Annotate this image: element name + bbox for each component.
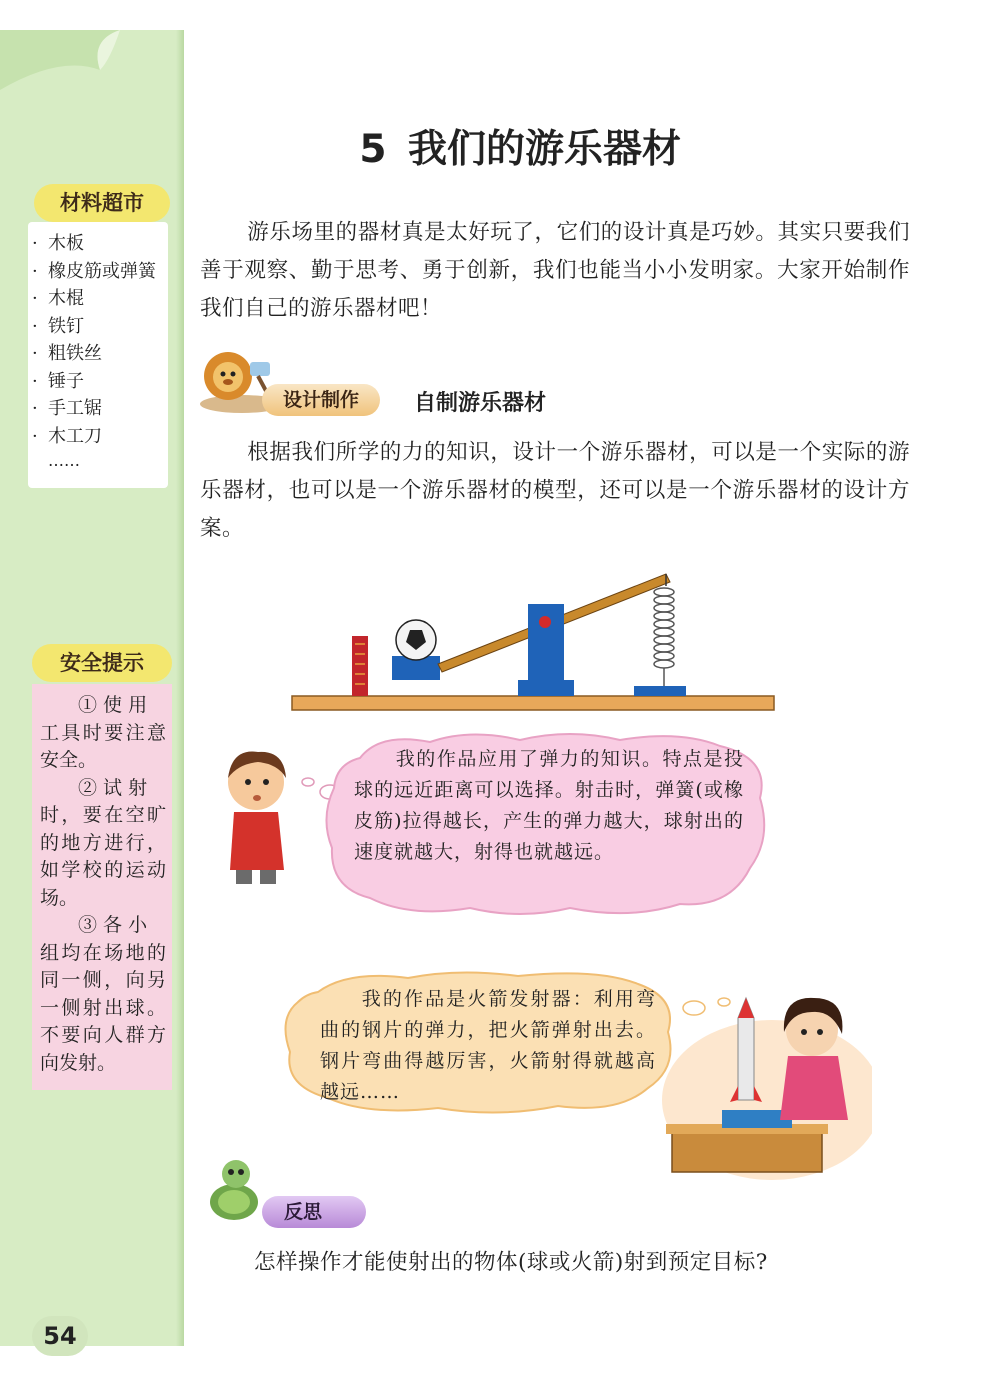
safety-tip-3: ③ 各 小 组均在场地的同一侧，向另一侧射出球。不要向人群方向发射。 bbox=[40, 914, 166, 1074]
list-item: · 锤子 bbox=[32, 370, 84, 392]
list-item: · 铁钉 bbox=[32, 315, 84, 337]
section-heading: 自制游乐器材 bbox=[414, 391, 547, 416]
intro-paragraph: 游乐场里的器材真是太好玩了，它们的设计真是巧妙。其实只要我们善于观察、勤于思考、勇于创新，我们也能当小小发明家。大家开始制作我们自己的游乐器材吧！ bbox=[200, 220, 910, 321]
page-number: 54 bbox=[32, 1316, 88, 1356]
materials-list bbox=[28, 222, 168, 488]
safety-tip-1: ① 使 用 工具时要注意安全。 bbox=[40, 694, 166, 771]
page-title: 5 我们的游乐器材 bbox=[359, 127, 682, 172]
safety-tip-2: ② 试 射 时，要在空旷的地方进行，如学校的运动场。 bbox=[40, 776, 166, 909]
design-section-label: 设计制作 bbox=[262, 384, 380, 416]
page-curl-icon bbox=[0, 0, 130, 100]
list-item: · 粗铁丝 bbox=[32, 343, 102, 364]
spring-launcher-illustration bbox=[280, 560, 790, 720]
safety-tips bbox=[32, 684, 172, 1090]
design-paragraph: 根据我们所学的力的知识，设计一个游乐器材，可以是一个实际的游乐器材，也可以是一个游乐器材的模型，还可以是一个游乐器材的设计方案。 bbox=[200, 440, 910, 541]
list-item: · 橡皮筋或弹簧 bbox=[32, 260, 156, 282]
turtle-mascot-icon bbox=[204, 1156, 264, 1226]
list-item: · 木棍 bbox=[32, 288, 84, 309]
reflect-section-label: 反思 bbox=[262, 1196, 366, 1228]
list-item: · 手工锯 bbox=[32, 398, 102, 419]
girl-rocket-launcher-illustration bbox=[642, 990, 872, 1180]
materials-title: 材料超市 bbox=[34, 184, 170, 222]
boy-speech-text: 我的作品应用了弹力的知识。特点是投球的远近距离可以选择。射击时，弹簧(或橡皮筋)拉得越长，产生的弹力越大，球射出的速度就越大，射得也就越远。 bbox=[354, 748, 744, 863]
girl-speech-text: 我的作品是火箭发射器：利用弯曲的钢片的弹力，把火箭弹射出去。钢片弯曲得越厉害，火箭射得就越高越远…… bbox=[320, 988, 656, 1103]
safety-title: 安全提示 bbox=[32, 644, 172, 682]
materials-more: …… bbox=[48, 451, 80, 470]
reflect-question: 怎样操作才能使射出的物体(球或火箭)射到预定目标? bbox=[254, 1250, 768, 1275]
list-item: · 木工刀 bbox=[32, 425, 102, 447]
list-item: · 木板 bbox=[32, 233, 84, 254]
boy-character-icon bbox=[212, 742, 302, 892]
sidebar-edge bbox=[176, 30, 184, 1346]
